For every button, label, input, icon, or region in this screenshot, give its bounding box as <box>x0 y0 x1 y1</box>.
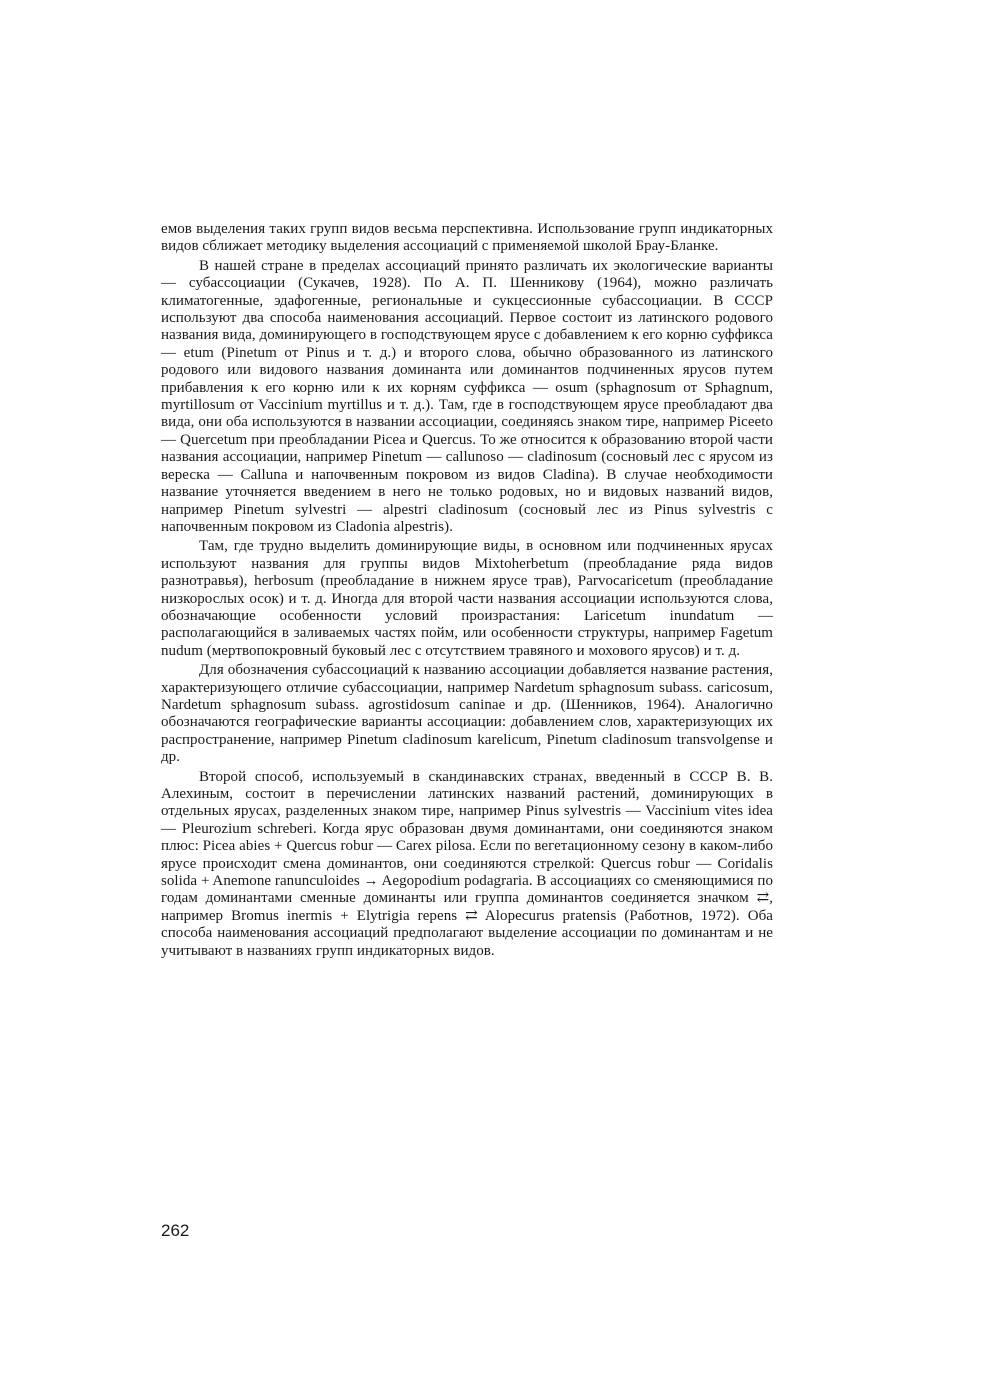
paragraph-3: Там, где трудно выделить доминирующие виды, в основном или подчиненных ярусах используют названия для группы видов Mixtoherbetum (преобладание ряда видов разнотравья), herbosum (преобладание в нижнем ярусе трав), Parvocaricetum (преобладание низкорослых осок) и т. д. Иногда для второй части названия ассоциации используются слова, обозначающие особенности условий произрастания: Laricetum inundatum — располагающийся в заливаемых частях пойм, или особенности структуры, например Fagetum nudum (мертвопокровный буковый лес с отсутствием травяного и мохового ярусов) и т. д. <box>161 538 773 659</box>
paragraph-1: емов выделения таких групп видов весьма перспективна. Использование групп индикаторных видов сближает методику выделения ассоциаций с применяемой школой Брау-Бланке. <box>161 221 773 255</box>
paragraph-4: Для обозначения субассоциаций к названию ассоциации добавляется название растения, характеризующего отличие субассоциации, например Nardetum sphagnosum subass. caricosum, Nardetum sphagnosum subass. agrostidosum caninae и др. (Шенников, 1964). Аналогично обозначаются географические варианты ассоциации: добавлением слов, характеризующих их распространение, например Pinetum cladinosum karelicum, Pinetum cladinosum transvolgense и др. <box>161 662 773 766</box>
page-body <box>161 221 773 960</box>
paragraph-2: В нашей стране в пределах ассоциаций принято различать их экологические варианты — субассоциации (Сукачев, 1928). По А. П. Шенникову (1964), можно различать климатогенные, эдафогенные, региональные и сукцессионные субассоциации. В СССР используют два способа наименования ассоциаций. Первое состоит из латинского родового названия вида, доминирующего в господствующем ярусе с добавлением к его корню суффикса — etum (Pinetum от Pinus и т. д.) и второго слова, обычно образованного из латинского родового или видового названия доминанта или доминантов подчиненных ярусов путем прибавления к его корню или к их корням суффикса — osum (sphagnosum от Sphagnum, myrtillosum от Vaccinium myrtillus и т. д.). Там, где в господствующем ярусе преобладают два вида, они оба используются в названии ассоциации, соединяясь знаком тире, например Piceeto — Quercetum при преобладании Picea и Quercus. То же относится к образованию второй части названия ассоциации, например Pinetum — callunoso — cladinosum (сосновый лес с ярусом из вереска — Calluna и напочвенным покровом из видов Cladina). В случае необходимости название уточняется введением в него не только родовых, но и видовых названий видов, например Pinetum sylvestri — alpestri cladinosum (сосновый лес из Pinus sylvestris с напочвенным покровом из Cladonia alpestris). <box>161 257 773 535</box>
page-number: 262 <box>161 1221 190 1240</box>
paragraph-5: Второй способ, используемый в скандинавских странах, введенный в СССР В. В. Алехиным, состоит в перечислении латинских названий растений, доминирующих в отдельных ярусах, разделенных знаком тире, например Pinus sylvestris — Vaccinium vites idea — Pleurozium schreberi. Когда ярус образован двумя доминантами, они соединяются знаком плюс: Picea abies + Quercus robur — Carex pilosa. Если по вегетационному сезону в каком-либо ярусе происходит смена доминантов, они соединяются стрелкой: Quercus robur — Coridalis solida + Anemone ranunculoides → Aegopodium podagraria. В ассоциациях со сменяющимися по годам доминантами сменные доминанты или группа доминантов соединяется значком ⇄, например Bromus inermis + Elytrigia repens ⇄ Alopecurus pratensis (Работнов, 1972). Оба способа наименования ассоциаций предполагают выделение ассоциации по доминантам и не учитывают в названиях групп индикаторных видов. <box>161 768 773 959</box>
